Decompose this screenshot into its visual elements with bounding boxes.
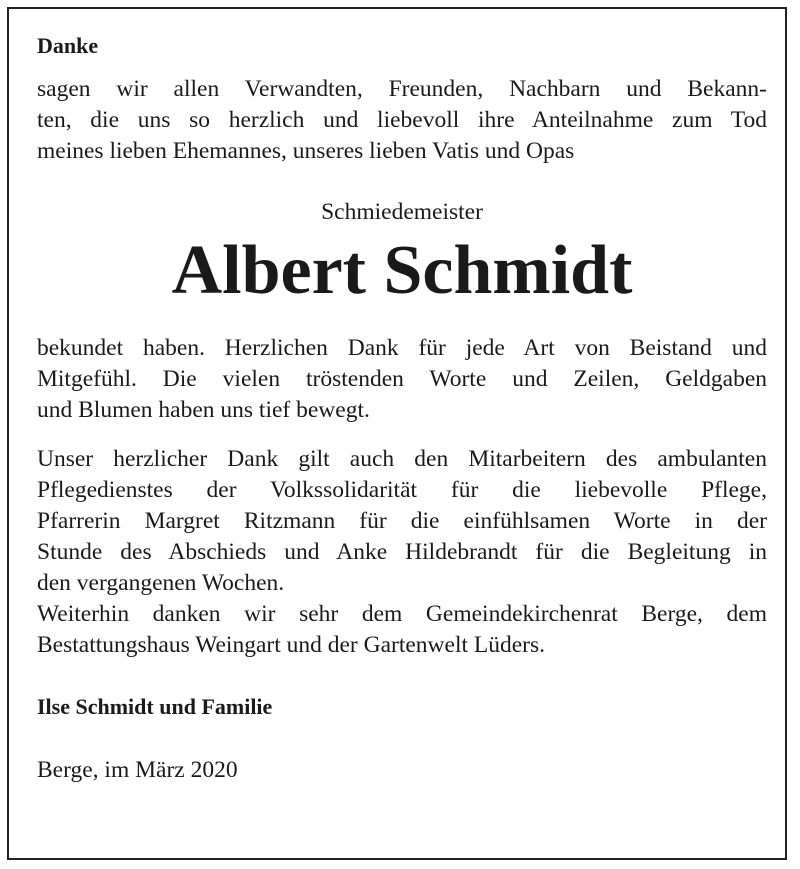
thanks-paragraph-2 bbox=[37, 444, 767, 599]
thanks-paragraph-3 bbox=[37, 599, 767, 661]
deceased-name: Albert Schmidt bbox=[171, 232, 633, 309]
intro-line: meines lieben Ehemannes, unseres lieben Vatis und Opas bbox=[37, 138, 575, 164]
paragraph-line: bekundet haben. Herzlichen Dank für jede Art von Beistand und bbox=[37, 335, 767, 361]
intro-paragraph bbox=[37, 74, 767, 167]
paragraph-line: Pflegedienstes der Volkssolidarität für die liebevolle Pflege, bbox=[37, 477, 767, 503]
paragraph-line: den vergangenen Wochen. bbox=[37, 570, 285, 596]
deceased-title: Schmiedemeister bbox=[321, 199, 483, 225]
notice-content bbox=[37, 32, 767, 785]
notice-heading: Danke bbox=[37, 33, 99, 58]
paragraph-line: Bestattungshaus Weingart und der Gartenwelt Lüders. bbox=[37, 632, 546, 658]
paragraph-line: Weiterhin danken wir sehr dem Gemeindekirchenrat Berge, dem bbox=[37, 601, 767, 627]
paragraph-line: und Blumen haben uns tief bewegt. bbox=[37, 397, 370, 423]
thanks-paragraph-1 bbox=[37, 333, 767, 426]
intro-line: ten, die uns so herzlich und liebevoll ihre Anteilnahme zum Tod bbox=[37, 107, 767, 133]
paragraph-line: Mitgefühl. Die vielen tröstenden Worte und Zeilen, Geldgaben bbox=[37, 366, 767, 392]
paragraph-line: Unser herzlicher Dank gilt auch den Mitarbeitern des ambulanten bbox=[37, 446, 767, 472]
paragraph-line: Stunde des Abschieds und Anke Hildebrandt für die Begleitung in bbox=[37, 539, 767, 565]
paragraph-line: Pfarrerin Margret Ritzmann für die einfühlsamen Worte in der bbox=[37, 508, 767, 534]
place-date: Berge, im März 2020 bbox=[37, 757, 238, 783]
signature: Ilse Schmidt und Familie bbox=[37, 694, 273, 719]
intro-line: sagen wir allen Verwandten, Freunden, Nachbarn und Bekann- bbox=[37, 76, 767, 102]
